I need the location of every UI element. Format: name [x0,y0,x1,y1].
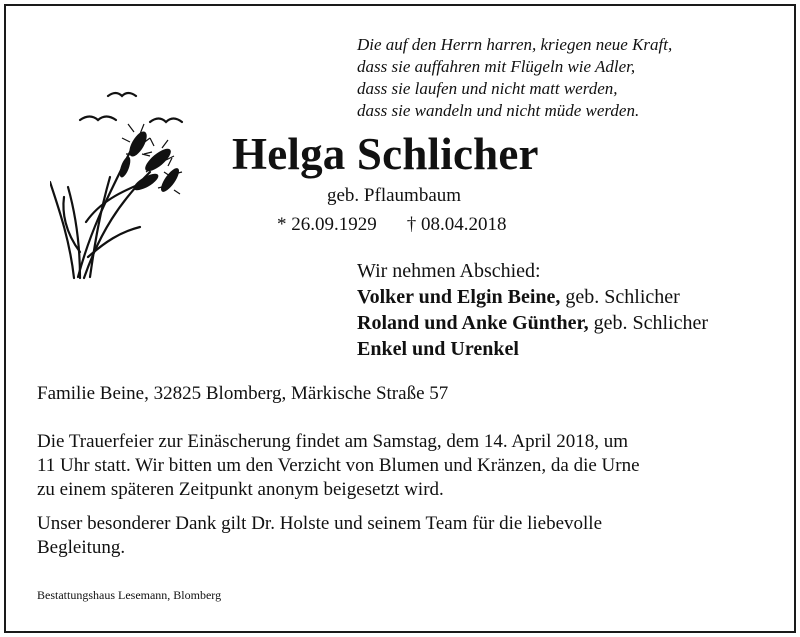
birth-date: * 26.09.1929 [277,214,377,235]
undertaker-credit: Bestattungshaus Lesemann, Blomberg [37,588,222,602]
thanks-line: Begleitung. [37,537,126,558]
mourner-note: geb. Schlicher [588,312,708,334]
birds-and-wheat-icon [50,82,200,292]
mourner-row [357,310,708,336]
ceremony-line: zu einem späteren Zeitpunkt anonym beigesetzt wird. [37,479,444,500]
bible-verse [357,34,672,122]
verse-line: dass sie wandeln und nicht müde werden. [357,101,640,120]
mourner-names: Volker und Elgin Beine, [357,286,561,308]
mourners-intro: Wir nehmen Abschied: [357,260,541,282]
maiden-name: geb. Pflaumbaum [327,185,462,206]
verse-line: dass sie laufen und nicht matt werden, [357,79,618,98]
life-dates [277,214,507,236]
deceased-name: Helga Schlicher [232,129,539,179]
ceremony-line: Die Trauerfeier zur Einäscherung findet am Samstag, dem 14. April 2018, um [37,431,628,452]
mourners-block [357,258,708,362]
mourner-names: Roland und Anke Günther, [357,312,589,334]
verse-line: Die auf den Herrn harren, kriegen neue Kraft, [357,35,673,54]
thanks-line: Unser besonderer Dank gilt Dr. Holste und seinem Team für die liebevolle [37,513,602,534]
thanks-paragraph [37,512,602,560]
ceremony-paragraph [37,430,640,502]
ceremony-line: 11 Uhr statt. Wir bitten um den Verzicht von Blumen und Kränzen, da die Urne [37,455,640,476]
family-address: Familie Beine, 32825 Blomberg, Märkische Straße 57 [37,383,449,404]
mourner-row [357,284,708,310]
mourner-row [357,336,708,362]
death-date: † 08.04.2018 [406,214,507,235]
mourner-names: Enkel und Urenkel [357,338,519,360]
verse-line: dass sie auffahren mit Flügeln wie Adler, [357,57,636,76]
mourner-note: geb. Schlicher [560,286,680,308]
